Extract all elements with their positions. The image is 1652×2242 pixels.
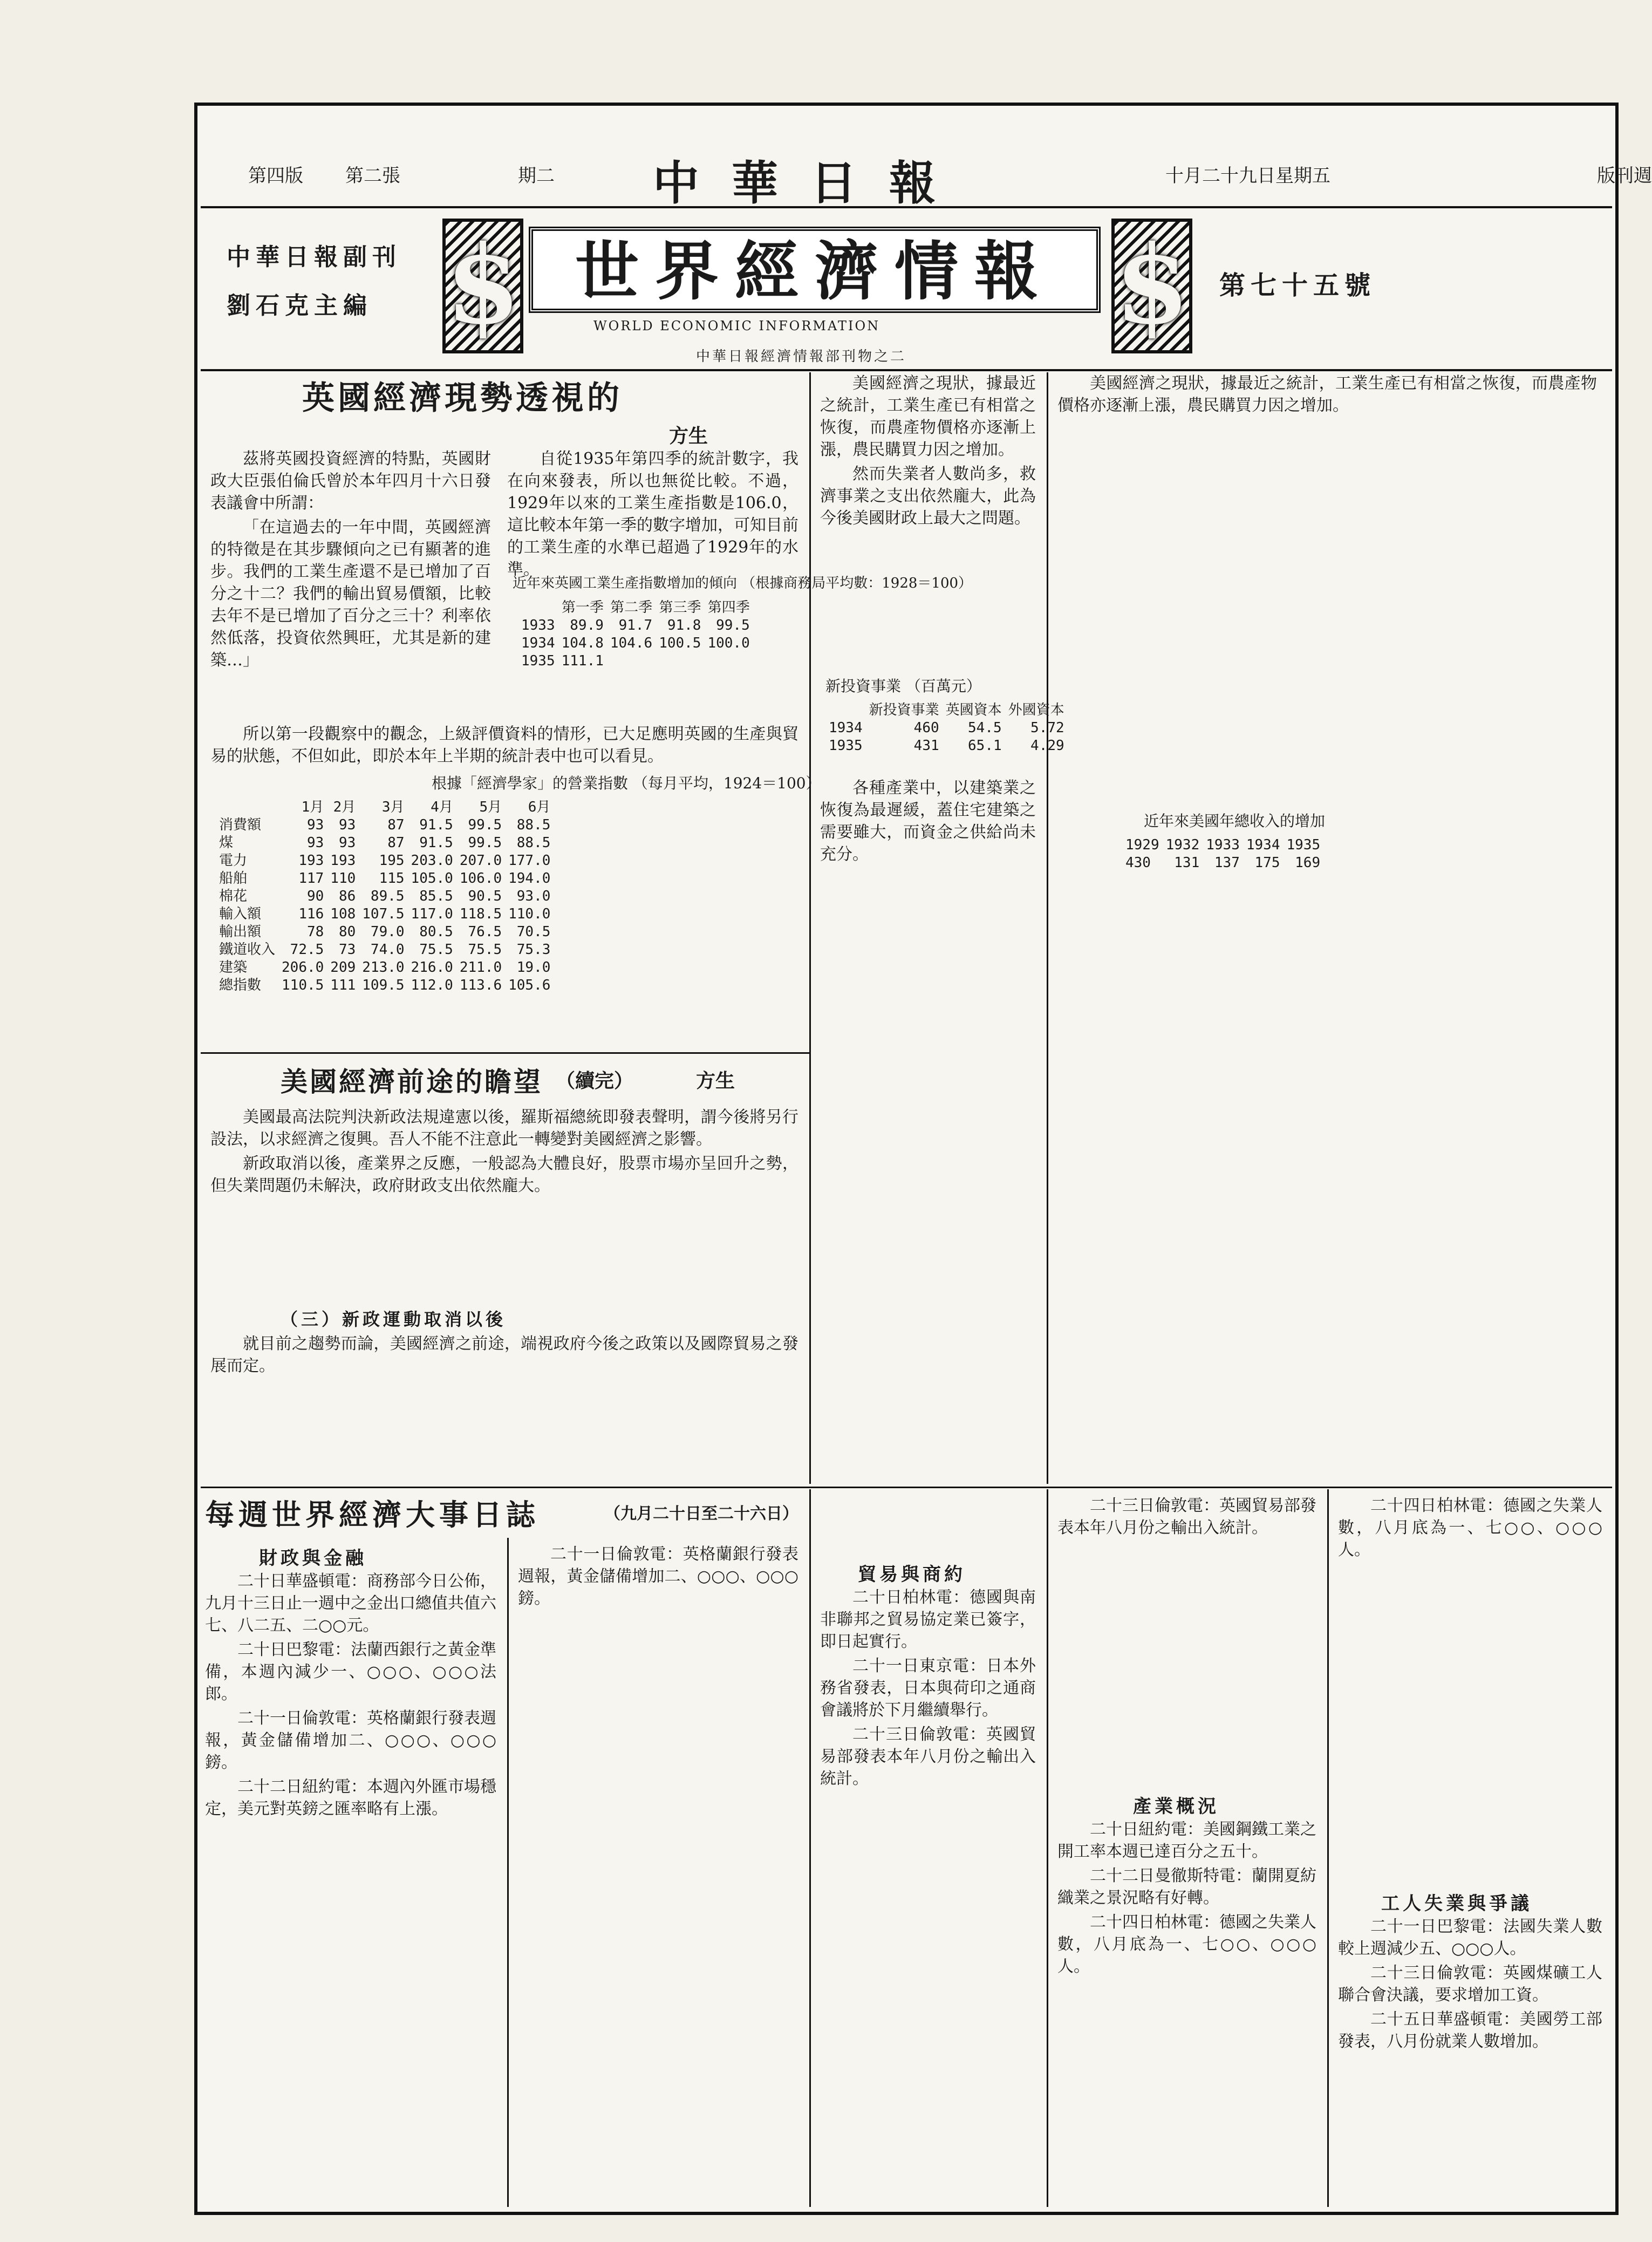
list-item: 二十一日東京電：日本外務省發表，日本與荷印之通商會議將於下月繼續舉行。 bbox=[820, 1657, 1036, 1720]
article2-continued: （續完） bbox=[556, 1069, 634, 1092]
list-item: 二十三日倫敦電：英國貿易部發表本年八月份之輸出入統計。 bbox=[820, 1725, 1036, 1788]
article1-author: 方生 bbox=[669, 425, 708, 447]
column-divider bbox=[809, 372, 811, 1484]
paragraph: 美國經濟之現狀，據最近之統計，工業生產已有相當之恢復，而農產物價格亦逐漸上漲，農民購買力因之增加。 bbox=[1057, 374, 1597, 415]
table-cell: 195 bbox=[379, 853, 405, 869]
table-header-cell: 第一季 bbox=[561, 599, 604, 616]
list-item: 二十日柏林電：德國與南非聯邦之貿易協定業已簽字，即日起實行。 bbox=[820, 1588, 1036, 1651]
article1-body bbox=[210, 448, 491, 718]
table-cell: 輸出額 bbox=[219, 924, 262, 940]
list-item: 二十日紐約電：美國鋼鐵工業之開工率本週已達百分之五十。 bbox=[1057, 1820, 1316, 1861]
table-cell: 88.5 bbox=[516, 835, 551, 851]
table-cell: 80 bbox=[338, 924, 356, 940]
table-cell: 電力 bbox=[219, 853, 248, 869]
table-cell: 113.6 bbox=[459, 977, 502, 993]
table-cell: 112.0 bbox=[411, 977, 453, 993]
dollar-sign-icon: $ bbox=[1111, 219, 1192, 353]
table2-wrap bbox=[216, 799, 554, 994]
table-cell: 108 bbox=[330, 906, 356, 922]
column-divider bbox=[507, 1538, 509, 2207]
table-cell: 72.5 bbox=[290, 942, 324, 958]
table-cell: 131 bbox=[1174, 855, 1200, 871]
table-cell: 1934 bbox=[521, 635, 555, 651]
table-cell: 118.5 bbox=[459, 906, 502, 922]
supplement-title-en: WORLD ECONOMIC INFORMATION bbox=[593, 318, 880, 333]
table-cell: 111 bbox=[330, 977, 356, 993]
table-cell: 89.5 bbox=[370, 888, 405, 904]
table-header-cell: 新投資事業 bbox=[869, 702, 939, 718]
table-row bbox=[825, 737, 1068, 755]
table-row bbox=[216, 941, 554, 959]
column-divider bbox=[809, 1489, 811, 2207]
table-cell: 207.0 bbox=[459, 853, 502, 869]
table-cell: 99.5 bbox=[468, 817, 502, 833]
investment-table bbox=[825, 701, 1068, 755]
table-cell: 137 bbox=[1214, 855, 1240, 871]
paragraph: 就目前之趨勢而論，美國經濟之前途，端視政府今後之政策以及國際貿易之發展而定。 bbox=[210, 1334, 798, 1375]
article1-body-2 bbox=[210, 723, 798, 766]
table-row bbox=[1122, 854, 1323, 872]
table-cell: 107.5 bbox=[362, 906, 405, 922]
table3-caption: 新投資事業 （百萬元） bbox=[825, 677, 981, 695]
supplement-title: 世界經濟情報 bbox=[575, 234, 1054, 309]
table-header-cell: 1935 bbox=[1286, 837, 1321, 853]
table-cell: 206.0 bbox=[282, 959, 324, 976]
table-cell: 104.6 bbox=[610, 635, 653, 651]
table-row bbox=[216, 905, 554, 923]
table-cell: 建築 bbox=[219, 959, 248, 976]
article1-title: 英國經濟現勢透視的 bbox=[302, 379, 623, 417]
table-cell: 211.0 bbox=[459, 959, 502, 976]
table-cell: 86 bbox=[338, 888, 356, 904]
table-cell: 111.1 bbox=[561, 653, 604, 669]
table-cell: 209 bbox=[330, 959, 356, 976]
business-index-table bbox=[216, 799, 554, 994]
table-cell: 91.7 bbox=[618, 617, 653, 633]
supplement-subtitle: 中華日報經濟情報部刊物之二 bbox=[696, 349, 907, 365]
list-item: 二十一日倫敦電：英格蘭銀行發表週報，黃金儲備增加二、○○○、○○○鎊。 bbox=[205, 1709, 496, 1772]
table-header-cell bbox=[216, 799, 278, 816]
table-cell: 460 bbox=[913, 720, 939, 736]
chronicle-section-industry: 產業概況 bbox=[1133, 1796, 1219, 1817]
table-cell: 216.0 bbox=[411, 959, 453, 976]
table-cell: 輸入額 bbox=[219, 906, 262, 922]
table-cell: 消費額 bbox=[219, 817, 262, 833]
table-header-cell: 第二季 bbox=[610, 599, 653, 616]
table-header-cell: 1月 bbox=[301, 799, 324, 815]
table-cell: 117 bbox=[298, 870, 324, 887]
section-divider bbox=[201, 1052, 809, 1054]
table-cell: 78 bbox=[306, 924, 324, 940]
table-cell: 87 bbox=[387, 835, 405, 851]
supplement-issue-no: 第七十五號 bbox=[1219, 270, 1376, 301]
table-cell: 總指數 bbox=[219, 977, 262, 993]
supplement-title-box bbox=[529, 227, 1101, 313]
table-cell: 109.5 bbox=[362, 977, 405, 993]
table-cell: 93 bbox=[338, 817, 356, 833]
table-cell: 193 bbox=[298, 853, 324, 869]
table-header-cell: 1933 bbox=[1206, 837, 1240, 853]
chronicle-industry-entries bbox=[1057, 1818, 1316, 2202]
list-item: 二十三日倫敦電：英國煤礦工人聯合會決議，要求增加工資。 bbox=[1338, 1964, 1602, 2005]
table-cell: 85.5 bbox=[419, 888, 453, 904]
table-cell: 79.0 bbox=[370, 924, 405, 940]
table-cell: 93 bbox=[338, 835, 356, 851]
paragraph: 所以第一段觀察中的觀念，上級評價資料的情形，已大足應明英國的生產與貿易的狀態，不但如此，即於本年上半期的統計表中也可以看見。 bbox=[210, 725, 798, 766]
table-row bbox=[216, 816, 554, 834]
table-cell: 93.0 bbox=[516, 888, 551, 904]
table-cell: 91.8 bbox=[667, 617, 701, 633]
income-table bbox=[1122, 836, 1323, 872]
table-cell: 177.0 bbox=[508, 853, 551, 869]
table-header-row bbox=[216, 799, 554, 816]
chronicle-finance-entries bbox=[205, 1570, 496, 2202]
list-item: 二十一日巴黎電：法國失業人數較上週減少五、○○○人。 bbox=[1338, 1917, 1602, 1958]
table-cell: 棉花 bbox=[219, 888, 248, 904]
table-header-row bbox=[518, 599, 753, 617]
table-cell: 431 bbox=[913, 738, 939, 754]
page-label: 第二張 bbox=[345, 165, 400, 187]
table-cell: 90.5 bbox=[468, 888, 502, 904]
page-info: 版刊週 bbox=[1597, 165, 1652, 187]
index-table-1 bbox=[518, 599, 753, 670]
table-cell: 99.5 bbox=[468, 835, 502, 851]
chronicle-trade-entries bbox=[820, 1586, 1036, 2202]
list-item: 二十二日紐約電：本週內外匯市場穩定，美元對英鎊之匯率略有上漲。 bbox=[205, 1777, 496, 1818]
paragraph: 美國最高法院判決新政法規違憲以後，羅斯福總統即發表聲明，謂今後將另行設法，以求經濟之復興。吾人不能不注意此一轉變對美國經濟之影響。 bbox=[210, 1108, 798, 1149]
table-row bbox=[216, 888, 554, 905]
supplement-editor: 劉石克主編 bbox=[227, 292, 372, 319]
table2-caption: 根據「經濟學家」的營業指數 （每月平均，1924＝100） bbox=[432, 774, 821, 792]
table-row bbox=[825, 719, 1068, 737]
article2-body bbox=[210, 1106, 798, 1300]
table-row bbox=[216, 923, 554, 941]
table-cell: 110.5 bbox=[282, 977, 324, 993]
table-cell: 74.0 bbox=[370, 942, 405, 958]
table-cell: 87 bbox=[387, 817, 405, 833]
table-row bbox=[518, 635, 753, 652]
chronicle-date-range: （九月二十日至二十六日） bbox=[604, 1504, 798, 1523]
table-cell: 75.5 bbox=[419, 942, 453, 958]
article2-title: 美國經濟前途的瞻望 bbox=[281, 1066, 543, 1098]
table-cell: 91.5 bbox=[419, 817, 453, 833]
table-cell: 1933 bbox=[521, 617, 555, 633]
table-cell: 76.5 bbox=[468, 924, 502, 940]
table-cell: 80.5 bbox=[419, 924, 453, 940]
table-header-cell: 英國資本 bbox=[945, 702, 1002, 718]
table-cell: 93 bbox=[306, 835, 324, 851]
table-header-cell bbox=[825, 701, 866, 719]
paragraph: 新政取消以後，產業界之反應，一般認為大體良好，股票市場亦呈回升之勢，但失業問題仍未解決，政府財政支出依然龐大。 bbox=[210, 1154, 798, 1195]
table-row bbox=[216, 959, 554, 977]
article3-body bbox=[820, 372, 1036, 631]
table-row bbox=[518, 652, 753, 670]
table-cell: 93 bbox=[306, 817, 324, 833]
table-cell: 65.1 bbox=[968, 738, 1002, 754]
table-header-cell: 外國資本 bbox=[1008, 702, 1064, 718]
table-cell: 100.5 bbox=[659, 635, 701, 651]
table-cell: 194.0 bbox=[508, 870, 551, 887]
table-cell: 船舶 bbox=[219, 870, 248, 887]
table-cell: 100.0 bbox=[707, 635, 750, 651]
table-cell bbox=[607, 652, 656, 670]
article2-section-title: （三）新政運動取消以後 bbox=[281, 1309, 507, 1330]
table1-wrap bbox=[518, 599, 753, 670]
column-divider bbox=[1327, 1489, 1329, 2207]
list-item: 二十四日柏林電：德國之失業人數，八月底為一、七○○、○○○人。 bbox=[1338, 1496, 1602, 1559]
table-header-row bbox=[825, 701, 1068, 719]
table-cell: 70.5 bbox=[516, 924, 551, 940]
table-cell: 75.3 bbox=[516, 942, 551, 958]
table-cell: 煤 bbox=[219, 835, 234, 851]
list-item: 二十二日曼徹斯特電：蘭開夏紡織業之景況略有好轉。 bbox=[1057, 1866, 1316, 1907]
table-header-cell: 4月 bbox=[431, 799, 453, 815]
paragraph: 美國經濟之現狀，據最近之統計，工業生產已有相當之恢復，而農產物價格亦逐漸上漲，農民購買力因之增加。 bbox=[820, 374, 1036, 459]
table-header-cell: 1929 bbox=[1125, 837, 1159, 853]
table-header-cell: 3月 bbox=[381, 799, 405, 815]
table-row bbox=[216, 977, 554, 994]
supplement-publisher: 中華日報副刊 bbox=[227, 243, 401, 271]
chronicle-labor-entries bbox=[1338, 1916, 1602, 2202]
table-cell: 104.8 bbox=[561, 635, 604, 651]
table-header-cell: 1934 bbox=[1246, 837, 1280, 853]
table-cell: 73 bbox=[338, 942, 356, 958]
paragraph: 自從1935年第四季的統計數字，我在向來發表，所以也無從比較。不過，1929年以來的工業生產指數是106.0，這比較本年第一季的數字增加，可知目前的工業生產的水準已超過了1929年的水準。 bbox=[507, 449, 798, 579]
chronicle-section-labor: 工人失業與爭議 bbox=[1381, 1893, 1532, 1914]
table4-caption: 近年來美國年總收入的增加 bbox=[1144, 812, 1326, 830]
table-row bbox=[216, 852, 554, 870]
table-cell: 430 bbox=[1125, 855, 1151, 871]
table-cell: 1935 bbox=[521, 653, 555, 669]
issue-label: 期二 bbox=[518, 165, 555, 187]
article2-author: 方生 bbox=[696, 1069, 735, 1092]
table-cell: 193 bbox=[330, 853, 356, 869]
list-item: 二十三日倫敦電：英國貿易部發表本年八月份之輸出入統計。 bbox=[1057, 1496, 1316, 1537]
table-header-cell: 5月 bbox=[479, 799, 502, 815]
table-cell: 105.0 bbox=[411, 870, 453, 887]
table-header-row bbox=[1122, 836, 1323, 854]
table-row bbox=[216, 870, 554, 888]
paragraph: 各種產業中，以建築業之恢復為最遲緩，蓋住宅建築之需要雖大，而資金之供給尚未充分。 bbox=[820, 779, 1036, 864]
table-cell: 169 bbox=[1295, 855, 1321, 871]
table-cell: 5.72 bbox=[1030, 720, 1064, 736]
table-cell: 110.0 bbox=[508, 906, 551, 922]
date-line: 十月二十九日星期五 bbox=[1165, 165, 1330, 187]
dollar-sign-icon: $ bbox=[442, 219, 523, 353]
list-item: 二十日巴黎電：法蘭西銀行之黃金準備，本週內減少一、○○○、○○○法郎。 bbox=[205, 1640, 496, 1703]
table1-caption: 近年來英國工業生產指數增加的傾向 （根據商務局平均數：1928＝100） bbox=[513, 575, 973, 591]
table-header-cell: 6月 bbox=[528, 799, 551, 815]
table-cell: 116 bbox=[298, 906, 324, 922]
paragraph: 然而失業者人數尚多，救濟事業之支出依然龐大，此為今後美國財政上最大之問題。 bbox=[820, 465, 1036, 528]
table-cell: 88.5 bbox=[516, 817, 551, 833]
list-item: 二十四日柏林電：德國之失業人數，八月底為一、七○○、○○○人。 bbox=[1057, 1913, 1316, 1976]
table-cell: 117.0 bbox=[411, 906, 453, 922]
table-header-cell: 2月 bbox=[333, 799, 356, 815]
table-cell: 110 bbox=[330, 870, 356, 887]
list-item: 二十五日華盛頓電：美國勞工部發表，八月份就業人數增加。 bbox=[1338, 2010, 1602, 2051]
paper-name: 中華日報 bbox=[653, 156, 968, 210]
table-cell: 213.0 bbox=[362, 959, 405, 976]
table-header-cell bbox=[518, 599, 558, 617]
table-cell: 1935 bbox=[829, 738, 863, 754]
list-item: 二十一日倫敦電：英格蘭銀行發表週報，黃金儲備增加二、○○○、○○○鎊。 bbox=[518, 1545, 798, 1608]
table-cell: 90 bbox=[306, 888, 324, 904]
table-cell: 89.9 bbox=[570, 617, 604, 633]
article1-body-col2 bbox=[507, 448, 798, 579]
chronicle-finance-entries-2 bbox=[518, 1543, 798, 2202]
chronicle-title-text: 每週世界經濟大事日誌 bbox=[205, 1497, 540, 1532]
table-cell bbox=[704, 652, 753, 670]
table-header-cell: 1932 bbox=[1165, 837, 1200, 853]
sheet-label: 第四版 bbox=[248, 165, 303, 187]
table-cell: 99.5 bbox=[716, 617, 750, 633]
table-cell: 105.6 bbox=[508, 977, 551, 993]
table-cell: 54.5 bbox=[968, 720, 1002, 736]
chronicle-section-finance: 財政與金融 bbox=[259, 1548, 367, 1569]
chronicle-labor-pre bbox=[1338, 1495, 1602, 1883]
section-divider bbox=[201, 1487, 1612, 1488]
table-cell: 鐵道收入 bbox=[219, 942, 276, 958]
table-cell: 106.0 bbox=[459, 870, 502, 887]
table-header-cell: 第三季 bbox=[659, 599, 701, 616]
table-cell: 91.5 bbox=[419, 835, 453, 851]
column-divider bbox=[1047, 1489, 1048, 2207]
chronicle-section-trade: 貿易與商約 bbox=[858, 1564, 966, 1585]
chronicle-industry-pre bbox=[1057, 1495, 1316, 1786]
table-row bbox=[518, 617, 753, 635]
table-header-cell: 第四季 bbox=[707, 599, 750, 616]
table-cell: 1934 bbox=[829, 720, 863, 736]
table-cell: 115 bbox=[379, 870, 405, 887]
table-row bbox=[216, 834, 554, 852]
table4-wrap bbox=[1122, 836, 1323, 872]
table-cell: 203.0 bbox=[411, 853, 453, 869]
list-item: 二十日華盛頓電：商務部今日公佈，九月十三日止一週中之金出口總值共值六七、八二五、二○○元。 bbox=[205, 1572, 496, 1635]
paragraph: 茲將英國投資經濟的特點，英國財政大臣張伯倫氏曾於本年四月十六日發表議會中所謂： bbox=[210, 449, 491, 513]
table-cell: 19.0 bbox=[516, 959, 551, 976]
table-cell: 175 bbox=[1254, 855, 1280, 871]
table-cell: 75.5 bbox=[468, 942, 502, 958]
table-cell: 4.29 bbox=[1030, 738, 1064, 754]
article3-body-2 bbox=[820, 777, 1036, 1478]
table-cell bbox=[656, 652, 704, 670]
paragraph: 「在這過去的一年中間，英國經濟的特徵是在其步驟傾向之已有顯著的進步。我們的工業生產還不是已增加了百分之十二？我們的輸出貿易價額，比較去年不是已增加了百分之三十？利率依然低落，投資依然興旺，尤其是新的建築…」 bbox=[210, 518, 491, 670]
table3-wrap bbox=[825, 701, 1068, 755]
column-divider bbox=[1047, 372, 1048, 1484]
article2-body-2 bbox=[210, 1333, 798, 1478]
